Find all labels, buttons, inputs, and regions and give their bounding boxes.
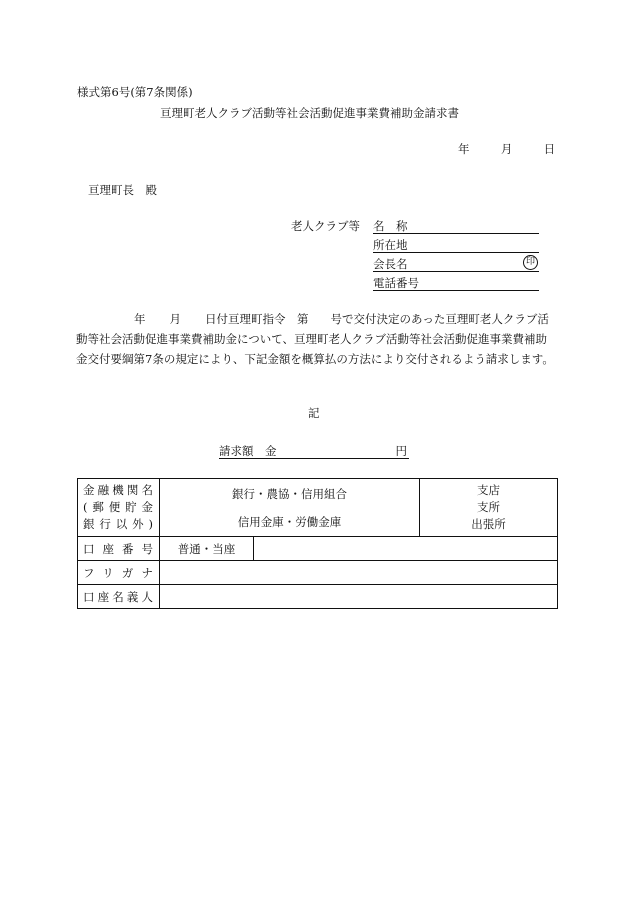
seal-mark: 印 [523,255,538,270]
holder-input[interactable] [160,585,558,609]
furigana-label-cell [78,561,160,585]
institution-label-line: (郵便貯金 [83,500,154,514]
holder-label-cell [78,585,160,609]
bank-types-line1: 銀行・農協・信用組合 [232,486,347,501]
bank-type-cell[interactable] [160,479,420,537]
address-field[interactable] [373,237,539,253]
phone-field[interactable] [373,275,539,291]
claim-yen: 円 [395,444,407,458]
institution-label-line: 銀行以外) [83,517,154,531]
date-line [458,141,555,157]
branch-type: 出張所 [471,517,506,531]
branch-type: 支所 [477,500,500,514]
address-label: 所在地 [373,238,408,252]
branch-type-cell[interactable] [420,479,558,537]
furigana-input[interactable] [160,561,558,585]
institution-label-cell [78,479,160,537]
table-row [78,561,558,585]
date-day: 日 [543,142,556,156]
table-row [78,585,558,609]
document-title: 亘理町老人クラブ活動等社会活動促進事業費補助金請求書 [160,106,459,120]
table-row [78,479,558,537]
account-number-label-cell [78,537,160,561]
applicant-label: 老人クラブ等 [291,219,360,233]
request-body [76,309,554,369]
table-row [78,537,558,561]
body-ref-prefix: 日付亘理町指令 第 [205,312,309,326]
date-month: 月 [500,142,513,156]
account-type-cell[interactable]: 普通・当座 [160,537,254,561]
furigana-label: フリガナ [83,565,154,580]
branch-type: 支店 [477,483,500,497]
president-label: 会長名 [373,257,408,271]
account-number-label: 口座番号 [83,541,154,556]
form-number: 様式第6号(第7条関係) [77,85,193,99]
body-month: 月 [169,312,181,326]
holder-label: 口座名義人 [83,589,154,604]
ki-heading: 記 [308,406,320,420]
president-field[interactable] [373,256,539,272]
account-number-input[interactable] [254,537,558,561]
claim-label: 請求額 金 [219,444,277,458]
phone-label: 電話番号 [373,276,419,290]
name-field[interactable] [373,218,539,234]
addressee: 亘理町長 殿 [88,183,157,197]
body-year: 年 [134,312,146,326]
institution-label-line: 金融機関名 [83,483,154,497]
bank-account-table [77,478,558,609]
date-year: 年 [458,142,470,156]
body-ref-suffix: 号で交付決定のあった亘理町老人クラブ活動等社会活動促進事業費補助金について、亘理町老人クラブ活動等社会活動促進事業費補助金交付要綱第7条の規定により、下記金額を概算払の方法により交付されるよう請求します。 [76,312,554,366]
bank-types-line2: 信用金庫・労働金庫 [237,514,342,529]
claim-amount-field[interactable] [219,443,409,459]
name-label: 名 称 [373,219,408,233]
